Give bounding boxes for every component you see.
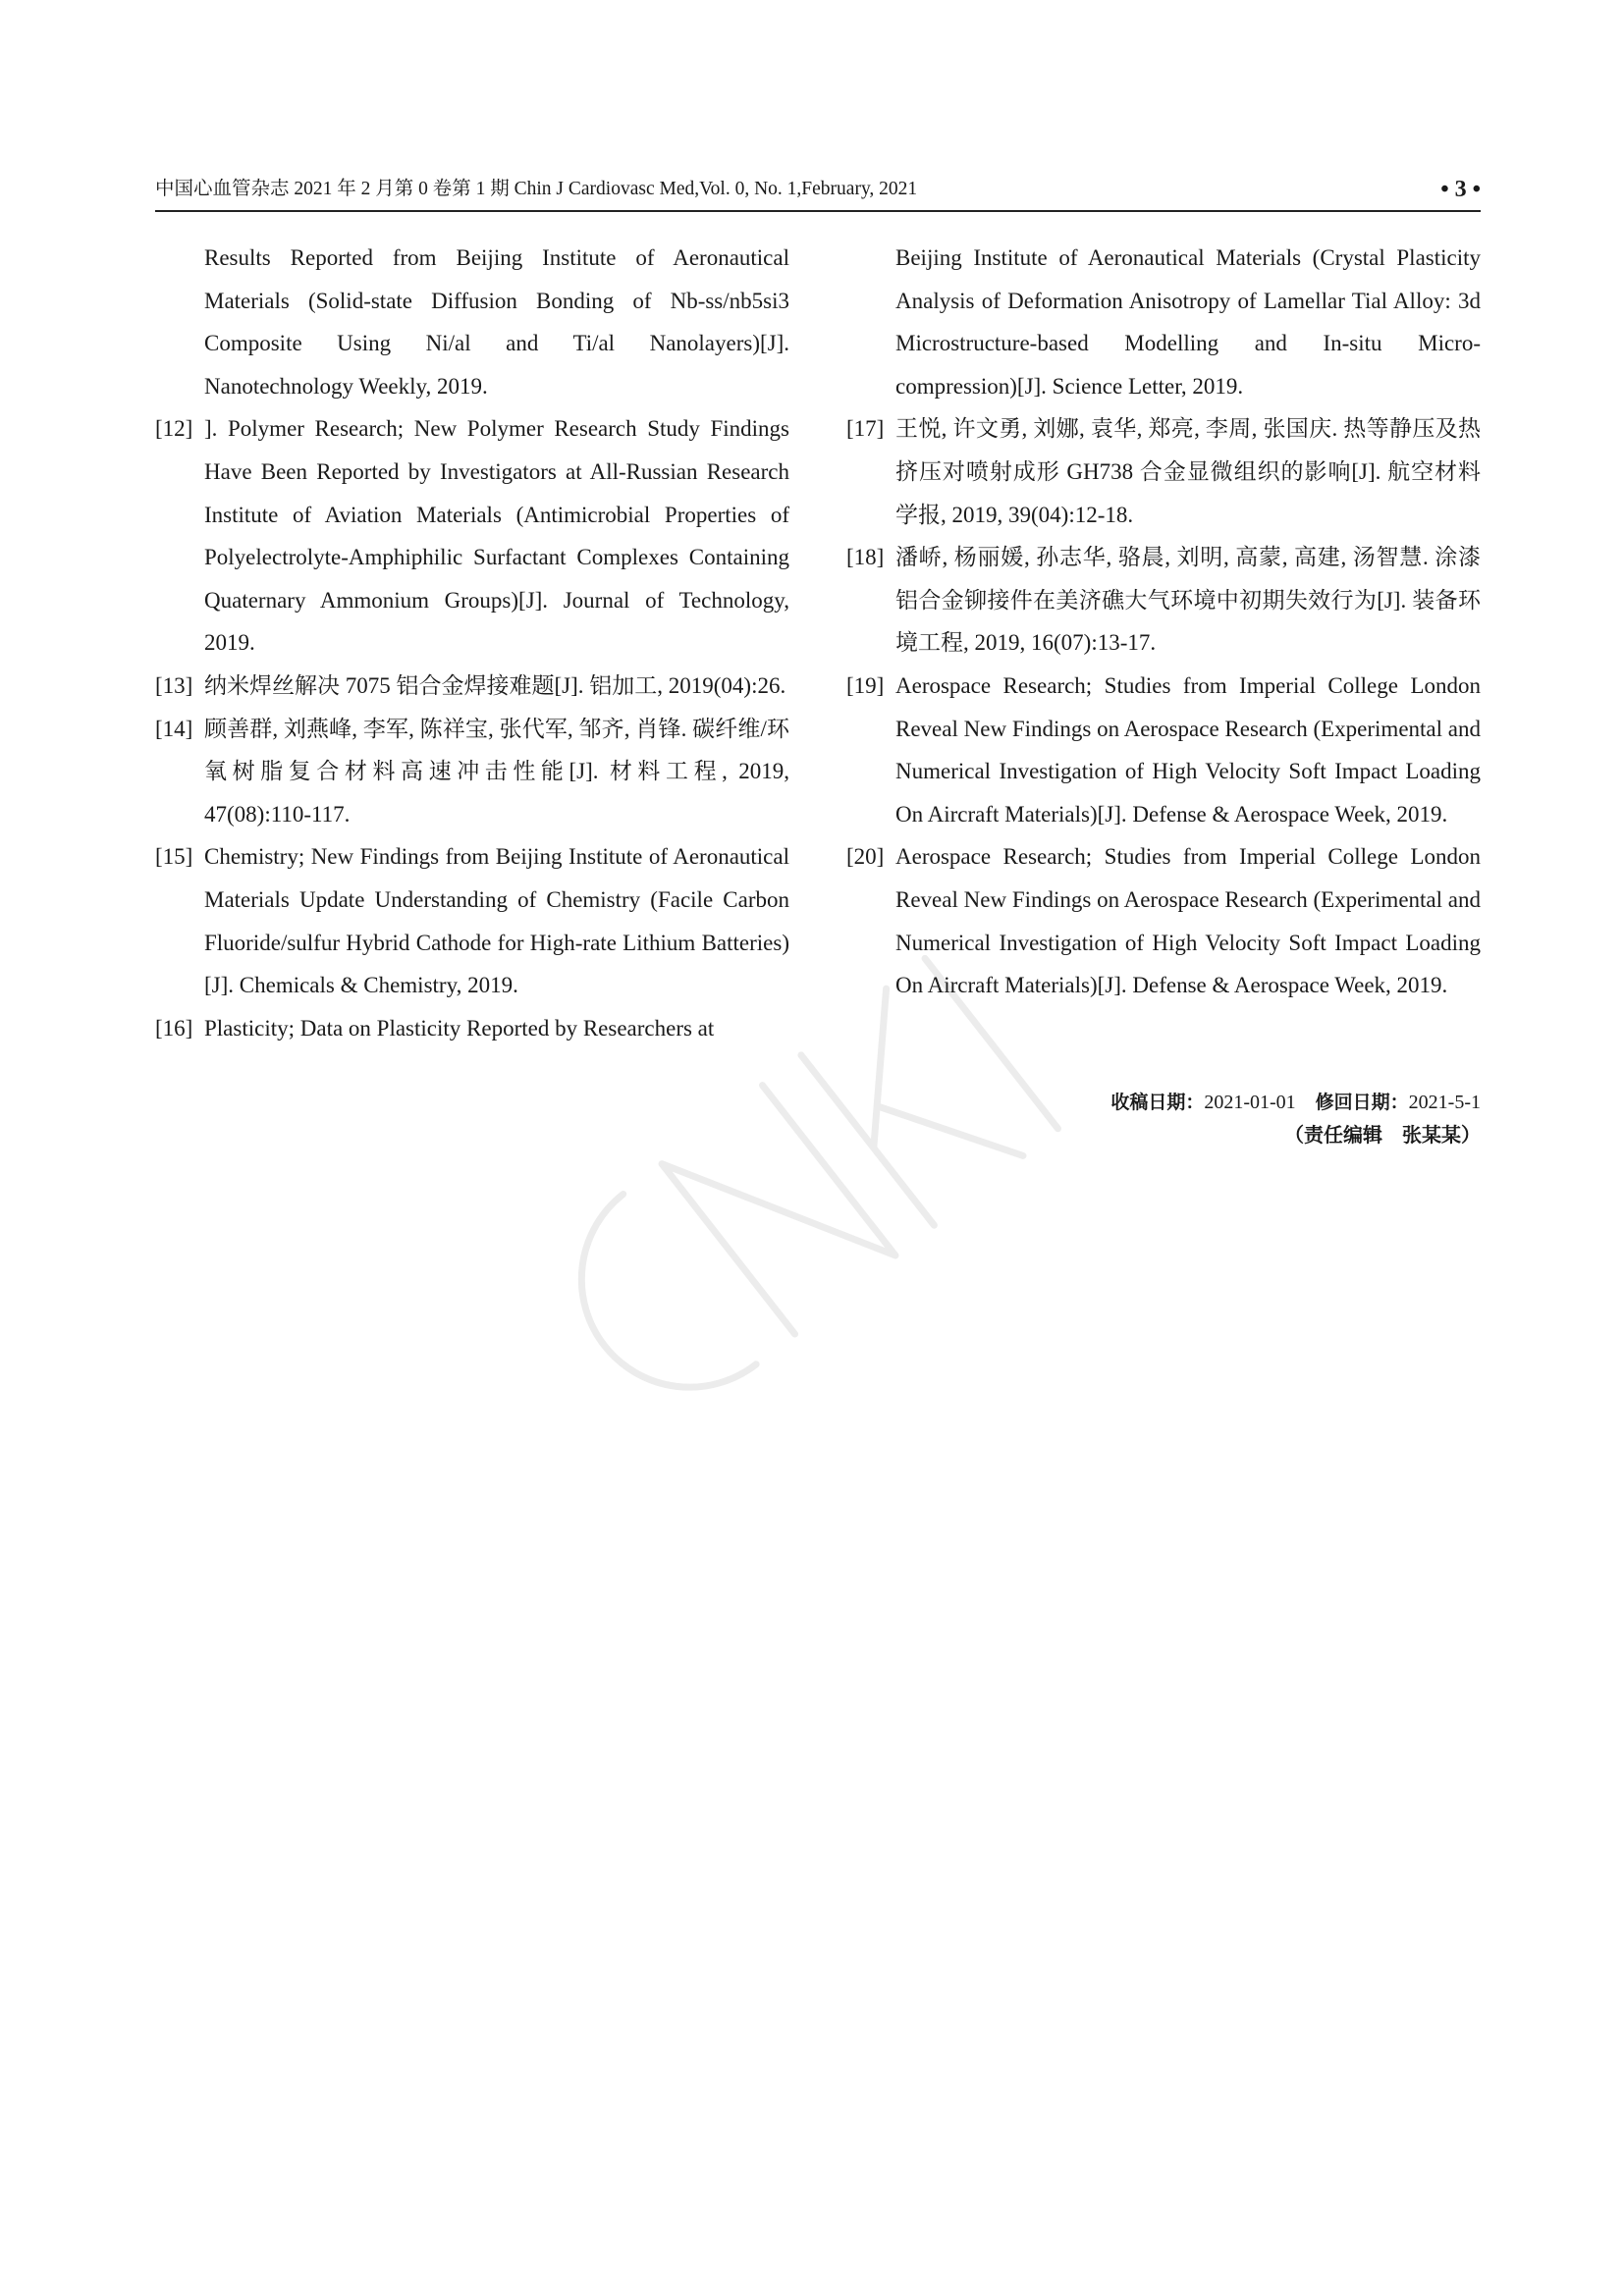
revised-date: 2021-5-1 <box>1408 1092 1481 1113</box>
reference-item <box>846 407 1481 536</box>
reference-number: [16] <box>155 1015 193 1041</box>
reference-text: Beijing Institute of Aeronautical Materials (Crystal Plasticity Analysis of Deformation Anisotropy of Lamellar Tial Alloy: 3d Microstructure-based Modelling and In-situ Micro-compression)[J]. Science Letter, 2019. <box>895 245 1481 399</box>
reference-number: [13] <box>155 672 193 698</box>
reference-text: 潘峤, 杨丽媛, 孙志华, 骆晨, 刘明, 高蒙, 高建, 汤智慧. 涂漆铝合金铆接件在美济礁大气环境中初期失效行为[J]. 装备环境工程, 2019, 16(07):13-17. <box>895 545 1481 656</box>
reference-number: [14] <box>155 716 193 741</box>
watermark-letter <box>801 986 1023 1225</box>
reference-item <box>846 835 1481 1006</box>
reference-item <box>846 536 1481 665</box>
reference-text: 纳米焊丝解决 7075 铝合金焊接难题[J]. 铝加工, 2019(04):26. <box>204 672 786 698</box>
reference-item <box>155 1007 789 1050</box>
received-date-label: 收稿日期： <box>1110 1092 1205 1113</box>
reference-text: Chemistry; New Findings from Beijing Institute of Aeronautical Materials Update Understanding of Chemistry (Facile Carbon Fluoride/sulfur Hybrid Cathode for High-rate Lithium Batteries)[J]. Chemicals & Chemistry, 2019. <box>204 844 789 998</box>
reference-item <box>155 407 789 665</box>
reference-text: 顾善群, 刘燕峰, 李军, 陈祥宝, 张代军, 邹齐, 肖锋. 碳纤维/环氧树脂复合材料高速冲击性能[J]. 材料工程, 2019, 47(08):110-117. <box>204 716 789 827</box>
revised-date-label: 修回日期： <box>1315 1092 1409 1113</box>
reference-text: Aerospace Research; Studies from Imperial College London Reveal New Findings on Aerospace Research (Experimental and Numerical Investigation of High Velocity Soft Impact Loading On Aircraft Materials)[J]. Defense & Aerospace Week, 2019. <box>895 672 1481 827</box>
references-left-column <box>155 237 789 1049</box>
reference-number: [20] <box>846 844 885 870</box>
journal-citation-header: 中国心血管杂志 2021 年 2 月第 0 卷第 1 期 Chin J Cardiovasc Med,Vol. 0, No. 1,February, 2021 <box>155 179 918 199</box>
watermark-letter <box>662 1086 895 1334</box>
watermark-letter <box>538 1194 756 1430</box>
reference-text: 王悦, 许文勇, 刘娜, 袁华, 郑亮, 李周, 张国庆. 热等静压及热挤压对喷射成形 GH738 合金显微组织的影响[J]. 航空材料学报, 2019, 39(04):12-18. <box>895 416 1481 527</box>
reference-number: [15] <box>155 844 193 870</box>
manuscript-dates <box>1110 1088 1481 1117</box>
reference-text: ]. Polymer Research; New Polymer Research Study Findings Have Been Reported by Investigators at All-Russian Research Institute of Aviation Materials (Antimicrobial Properties of Polyelectrolyte-Amphiphilic Surfactant Complexes Containing Quaternary Ammonium Groups)[J]. Journal of Technology, 2019. <box>204 416 789 656</box>
reference-item-continued <box>846 237 1481 407</box>
reference-item <box>846 665 1481 835</box>
reference-text: Results Reported from Beijing Institute of Aeronautical Materials (Solid-state Diffusion Bonding of Nb-ss/nb5si3 Composite Using Ni/al and Ti/al Nanolayers)[J]. Nanotechnology Weekly, 2019. <box>204 245 789 399</box>
reference-item <box>155 835 789 1006</box>
reference-number: [12] <box>155 416 193 442</box>
responsible-editor: （责任编辑 张某某） <box>1284 1123 1481 1147</box>
references-right-column <box>846 237 1481 1007</box>
header-rule <box>155 210 1481 212</box>
reference-number: [17] <box>846 416 885 442</box>
reference-text: Aerospace Research; Studies from Imperial College London Reveal New Findings on Aerospace Research (Experimental and Numerical Investigation of High Velocity Soft Impact Loading On Aircraft Materials)[J]. Defense & Aerospace Week, 2019. <box>895 844 1481 998</box>
received-date: 2021-01-01 <box>1204 1092 1296 1113</box>
reference-item <box>155 708 789 836</box>
reference-number: [18] <box>846 545 885 570</box>
reference-item <box>155 665 789 708</box>
reference-item-continued <box>155 237 789 407</box>
reference-text: Plasticity; Data on Plasticity Reported by Researchers at <box>204 1015 715 1041</box>
reference-number: [19] <box>846 672 885 698</box>
running-head <box>155 173 1481 206</box>
page-number: • 3 • <box>1440 177 1481 202</box>
